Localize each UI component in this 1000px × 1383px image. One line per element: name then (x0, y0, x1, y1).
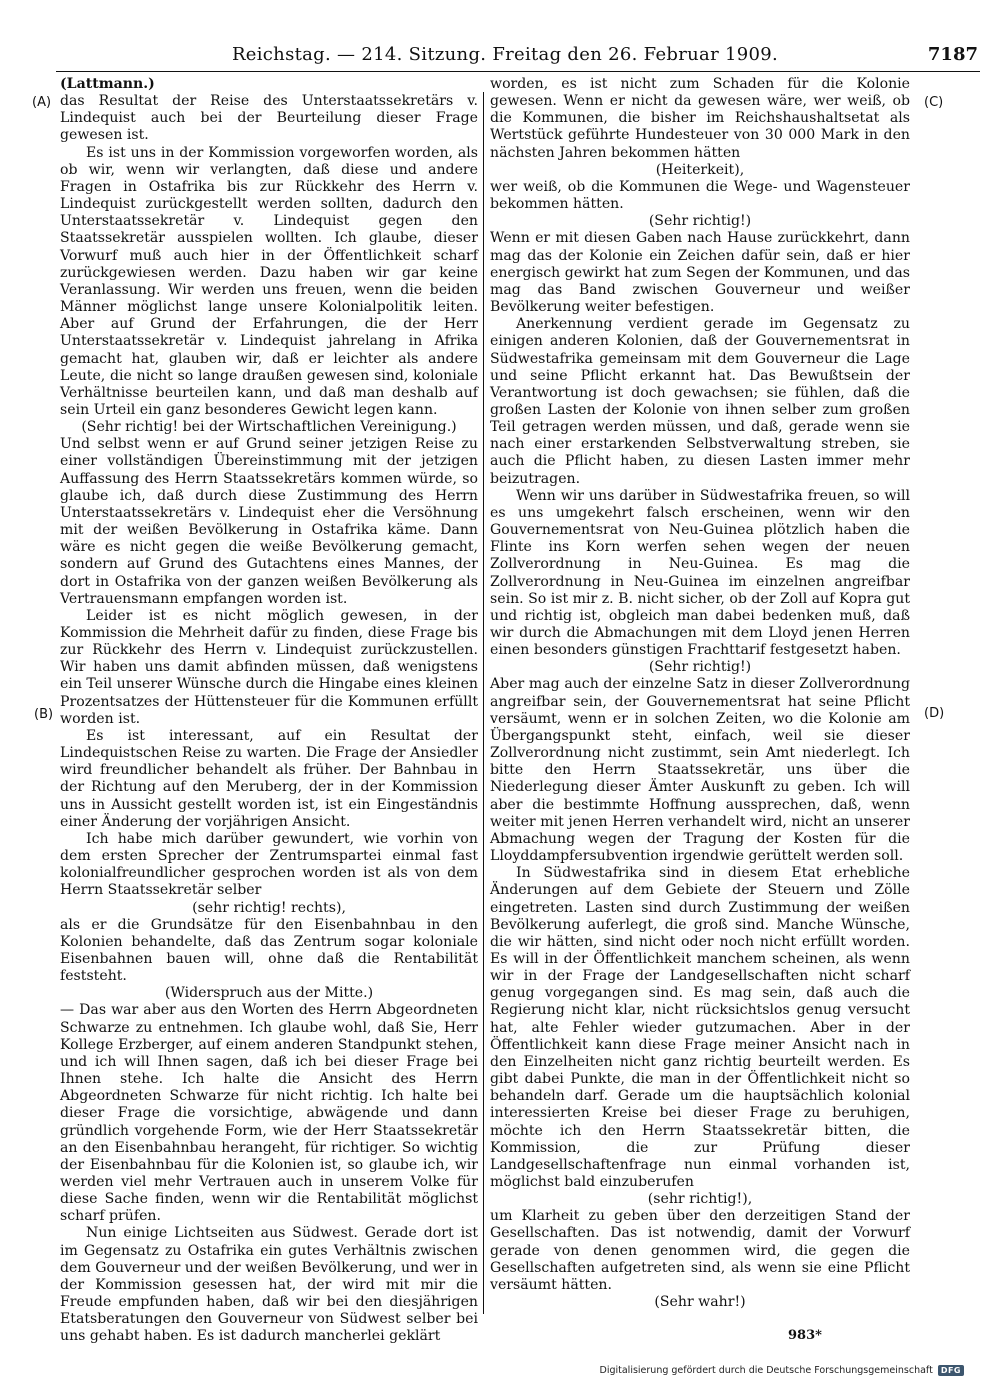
interjection: (Sehr richtig!) (648, 659, 752, 676)
paragraph: Anerkennung verdient gerade im Gegensatz zu einigen anderen Kolonien, daß der Gouvernementsrat in Südwestafrika gemeinsam mit dem Gouverneur die Lage und seine Pflicht erkannt hat. Das Bewußtsein der Verantwortung ist doch gewachsen; sie fühlen, daß die großen Lasten der Kolonie von ihnen selber zum großen Teil getragen werden müssen, und daß, gerade wenn sie nach einer erstarkenden Selbstverwaltung streben, sie auch die Pflicht haben, zu diesen Lasten immer mehr beizutragen. (490, 316, 910, 487)
page-header (30, 44, 980, 70)
paragraph: worden, es ist nicht zum Schaden für die Kolonie gewesen. Wenn er nicht da gewesen wäre, wer weiß, ob die Kommunen, die bisher im Reichshaushaltsetat als Wertstück geführte Hundesteuer von 30 000 Mark in den nächsten Jahren bekommen hätten (490, 76, 910, 161)
page-number: 7187 (927, 44, 978, 65)
header-title: Reichstag. — 214. Sitzung. Freitag den 26. Februar 1909. (231, 44, 779, 65)
margin-marker-d: (D) (924, 706, 945, 721)
right-column (490, 76, 910, 1326)
interjection: (Sehr richtig! bei der Wirtschaftlichen Vereinigung.) (81, 419, 457, 436)
header-rule (56, 71, 980, 72)
paragraph: Leider ist es nicht möglich gewesen, in der Kommission die Mehrheit dafür zu finden, diese Frage bis zur Rückkehr des Herrn v. Lindequist zurückzustellen. Wir haben uns damit abfinden müssen, daß wenigstens ein Teil unserer Wünsche durch die Hingabe eines kleinen Prozentsatzes der Hüttensteuer für die Kommunen erfüllt worden ist. (60, 607, 478, 727)
dfg-logo-icon: DFG (938, 1365, 964, 1376)
paragraph: Aber mag auch der einzelne Satz in dieser Zollverordnung angreifbar sein, der Gouvernementsrat hat seine Pflicht versäumt, wenn er in solchen Zeiten, wo die Kolonie am Übergangspunkt steht, einfach, weil sie dieser Zollverordnung nicht zustimmt, sein Amt niederlegt. Ich bitte den Herrn Staatssekretär, uns über die Niederlegung dieser Ämter Auskunft zu geben. Ich will aber die bestimmte Hoffnung aussprechen, daß, wenn weiter mit jenen Herren verhandelt wird, nicht an unserer Abmachung wegen der Tragung der Kosten für die Lloyddampfersubvention irgendwie gerüttelt werden soll. (490, 676, 910, 865)
column-divider (483, 92, 484, 1314)
paragraph: Es ist interessant, auf ein Resultat der Lindequistschen Reise zu warten. Die Frage der Ansiedler wird freundlicher behandelt als früher. Der Bahnbau in der Richtung auf den Meruberg, der in der Kommission uns in Aussicht gestellt worden ist, ist ein Eingeständnis einer Änderung der vorjährigen Ansicht. (60, 727, 478, 830)
paragraph: Wenn er mit diesen Gaben nach Hause zurückkehrt, dann mag das der Kolonie ein Zeichen dafür sein, daß er hier energisch gewirkt hat zum Segen der Kommunen, und das mag das Band zwischen Gouverneur und weißer Bevölkerung weiter befestigen. (490, 230, 910, 316)
interjection: (Sehr richtig!) (648, 213, 752, 230)
paragraph: Ich habe mich darüber gewundert, wie vorhin von dem ersten Sprecher der Zentrumspartei einmal fast kolonialfreundlicher gesprochen worden ist als von dem Herrn Staatssekretär selber (60, 830, 478, 899)
paragraph: Und selbst wenn er auf Grund seiner jetzigen Reise zu einer vollständigen Übereinstimmung mit der jetzigen Auffassung des Herrn Staatssekretärs kommen würde, so glaube ich, daß durch diese Zustimmung des Herrn Unterstaatssekretärs v. Lindequist eher die Versöhnung mit der weißen Bevölkerung in Ostafrika käme. Dann wäre es nicht gegen die weiße Bevölkerung gemacht, sondern auf Grund des Gutachtens eines Mannes, der dort in Ostafrika von der ganzen weißen Bevölkerung als Vertrauensmann empfangen worden ist. (60, 436, 478, 607)
interjection: (Heiterkeit), (655, 161, 745, 178)
footer (600, 1365, 964, 1376)
paragraph: In Südwestafrika sind in diesem Etat erhebliche Änderungen auf dem Gebiete der Steuern und Zölle eingetreten. Lasten sind durch Zustimmung der weißen Bevölkerung auferlegt, die groß sind. Manche Wünsche, die wir hätten, sind nicht oder noch nicht erfüllt worden. Es will in der Öffentlichkeit manchem scheinen, als wenn wir in der Frage der Landgesellschaften nicht scharf genug vorgegangen sind. Es mag sein, daß auch die Regierung nicht klar, nicht rücksichtslos genug versucht hat, alte Fehler wieder gutzumachen. Aber in der Öffentlichkeit kann diese Frage meiner Ansicht nach in den Einzelheiten nicht ganz richtig beurteilt werden. Es gibt dabei Punkte, die man in der Öffentlichkeit nicht so behandeln darf. Gerade um die hauptsächlich kolonial interessierten Kreise bei dieser Frage zu beruhigen, möchte ich den Herrn Staatssekretär bitten, die Kommission, die zur Prüfung dieser Landgesellschaftenfrage nun einmal vorhanden ist, möglichst bald einzuberufen (490, 865, 910, 1190)
paragraph: — Das war aber aus den Worten des Herrn Abgeordneten Schwarze zu entnehmen. Ich glaube wohl, daß Sie, Herr Kollege Erzberger, auf einem anderen Standpunkt stehen, und ich will Ihnen sagen, daß ich bei dieser Frage bei Ihnen stehe. Ich halte die Ansicht des Herrn Abgeordneten Schwarze für nicht richtig. Ich halte bei dieser Frage die vorsichtige, abwägende und dann gründlich vorgehende Form, wie der Herr Staatssekretär an den Eisenbahnbau herangeht, für richtiger. So wichtig der Eisenbahnbau für die Kolonien ist, so glaube ich, wir werden viel mehr Vertrauen auch in unserem Volke für diese Sache finden, wenn wir die Rentabilität möglichst scharf prüfen. (60, 1002, 478, 1225)
sheet-signature: 983* (788, 1328, 822, 1343)
interjection: (sehr richtig! rechts), (192, 899, 346, 916)
paragraph: Es ist uns in der Kommission vorgeworfen worden, als ob wir, wenn wir verlangten, daß diese und andere Fragen in Ostafrika bis zur Rückkehr des Herrn v. Lindequist zurückgestellt werden sollten, dadurch den Unterstaatssekretär v. Lindequist gegen den Staatssekretär ausspielen wollten. Ich glaube, dieser Vorwurf muß auch hier in der Öffentlichkeit scharf zurückgewiesen werden. Dazu haben wir gar keine Veranlassung. Wir werden uns freuen, wenn die beiden Männer möglichst lange unsere Kolonialpolitik leiten. Aber auf Grund der Erfahrungen, die der Herr Unterstaatssekretär v. Lindequist jahrelang in Afrika gemacht hat, glauben wir, daß er leichter als andere Leute, die nicht so lange draußen gewesen sind, koloniale Verhältnisse beurteilen kann, und daß man deshalb auf sein Urteil ein ganz besonderes Gewicht legen kann. (60, 144, 478, 418)
footer-text: Digitalisierung gefördert durch die Deutsche Forschungsgemeinschaft (599, 1365, 933, 1376)
interjection: (sehr richtig!), (647, 1191, 753, 1208)
margin-marker-c: (C) (924, 95, 944, 110)
paragraph: Wenn wir uns darüber in Südwestafrika freuen, so will es uns umgekehrt falsch erscheinen, wenn wir den Gouvernementsrat von Neu-Guinea plötzlich haben die Flinte ins Korn werfen sehen wegen der neuen Zollverordnung in Neu-Guinea. Es mag die Zollverordnung in Neu-Guinea im einzelnen angreifbar sein. So ist mir z. B. nicht sicher, ob der Zoll auf Kopra gut und richtig ist, obgleich man dabei bedenken muß, daß wir durch die Abmachungen mit dem Lloyd jenen Herren einen besonders günstigen Frachttarif festgesetzt haben. (490, 487, 910, 659)
paragraph: um Klarheit zu geben über den derzeitigen Stand der Gesellschaften. Das ist notwendig, damit der Vorwurf gerade von denen genommen wird, die gegen die Gesellschaften aufgetreten sind, als wenn sie eine Pflicht versäumt hätten. (490, 1208, 910, 1293)
interjection: (Sehr wahr!) (654, 1294, 746, 1311)
paragraph: das Resultat der Reise des Unterstaatssekretärs v. Lindequist auch bei der Beurteilung dieser Frage gewesen ist. (60, 93, 478, 144)
speaker-name: (Lattmann.) (60, 76, 155, 92)
interjection: (Widerspruch aus der Mitte.) (164, 985, 374, 1002)
margin-marker-b: (B) (34, 707, 54, 722)
left-column (60, 76, 478, 1345)
paragraph: wer weiß, ob die Kommunen die Wege- und Wagensteuer bekommen hätten. (490, 178, 910, 213)
paragraph: als er die Grundsätze für den Eisenbahnbau in den Kolonien behandelte, daß das Zentrum sogar koloniale Eisenbahnen bauen will, ohne daß die Rentabilität feststeht. (60, 916, 478, 985)
paragraph: Nun einige Lichtseiten aus Südwest. Gerade dort ist im Gegensatz zu Ostafrika ein gutes Verhältnis zwischen dem Gouverneur und der weißen Bevölkerung, und wer in der Kommission gesessen hat, der wird mit mir die Freude empfunden haben, daß wir bei den diesjährigen Etatsberatungen den Gouverneur von Südwest selber bei uns gehabt haben. Es ist dadurch mancherlei geklärt (60, 1225, 478, 1345)
margin-marker-a: (A) (32, 95, 52, 110)
